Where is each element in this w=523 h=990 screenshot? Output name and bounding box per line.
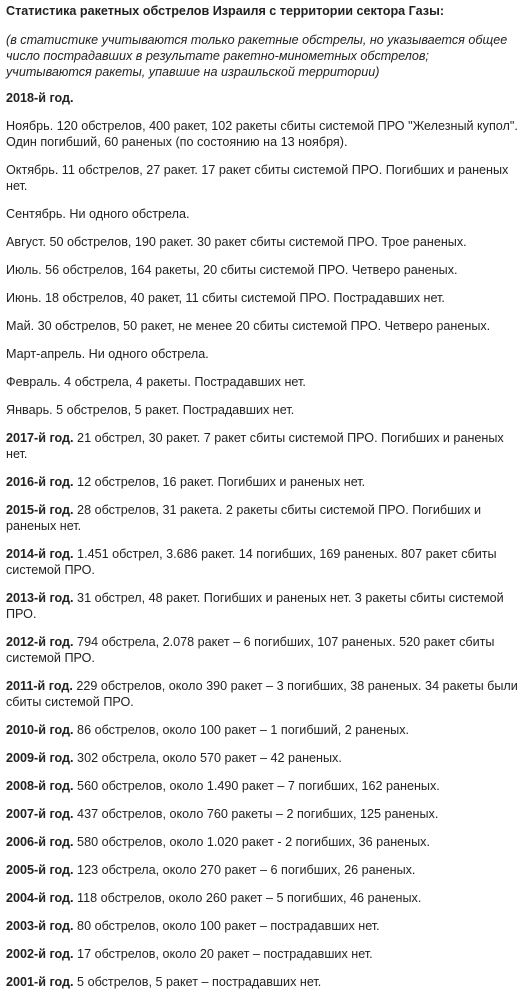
year-entry — [6, 806, 518, 822]
year-text: 229 обстрелов, около 390 ракет – 3 погибших, 38 раненых. 34 ракеты были сбиты системой ПРО. — [6, 679, 518, 709]
month-entry: Август. 50 обстрелов, 190 ракет. 30 ракет сбиты системой ПРО. Трое раненых. — [6, 235, 467, 249]
year-entry — [6, 722, 518, 738]
year-text: 560 обстрелов, около 1.490 ракет – 7 погибших, 162 раненых. — [73, 779, 440, 793]
year-label: 2007-й год. — [6, 807, 74, 821]
year-text: 123 обстрела, около 270 ракет – 6 погибших, 26 раненых. — [73, 863, 416, 877]
year-label: 2006-й год. — [6, 835, 74, 849]
month-entry: Февраль. 4 обстрела, 4 ракеты. Пострадавших нет. — [6, 375, 306, 389]
year-entry — [6, 862, 518, 878]
month-entry: Октябрь. 11 обстрелов, 27 ракет. 17 ракет сбиты системой ПРО. Погибших и раненых нет. — [6, 163, 509, 193]
month-entry: Июль. 56 обстрелов, 164 ракеты, 20 сбиты системой ПРО. Четверо раненых. — [6, 263, 458, 277]
month-entry: Ноябрь. 120 обстрелов, 400 ракет, 102 ракеты сбиты системой ПРО "Железный купол". Один погибший, 60 раненых (по состоянию на 13 ноября). — [6, 119, 518, 149]
month-entry: Май. 30 обстрелов, 50 ракет, не менее 20 сбиты системой ПРО. Четверо раненых. — [6, 319, 491, 333]
year-text: 12 обстрелов, 16 ракет. Погибших и раненых нет. — [73, 475, 366, 489]
year-text: 437 обстрелов, около 760 ракеты – 2 погибших, 125 раненых. — [73, 807, 439, 821]
year-label: 2015-й год. — [6, 503, 74, 517]
year-label: 2002-й год. — [6, 947, 74, 961]
year-entry — [6, 502, 518, 534]
year-entry — [6, 750, 518, 766]
year-label: 2005-й год. — [6, 863, 74, 877]
year-text: 80 обстрелов, около 100 ракет – пострадавших нет. — [73, 919, 380, 933]
year-entry — [6, 546, 518, 578]
year-label: 2017-й год. — [6, 431, 74, 445]
month-entry: Январь. 5 обстрелов, 5 ракет. Пострадавших нет. — [6, 403, 295, 417]
year-text: 17 обстрелов, около 20 ракет – пострадавших нет. — [73, 947, 373, 961]
year-entry — [6, 590, 518, 622]
year-entry — [6, 946, 518, 962]
year-text: 794 обстрела, 2.078 ракет – 6 погибших, 107 раненых. 520 ракет сбиты системой ПРО. — [6, 635, 495, 665]
year-entry — [6, 474, 518, 490]
year-label: 2012-й год. — [6, 635, 74, 649]
year-text: 5 обстрелов, 5 ракет – пострадавших нет. — [73, 975, 322, 989]
year-entry — [6, 430, 518, 462]
year-label: 2001-й год. — [6, 975, 74, 989]
year-text: 302 обстрела, около 570 ракет – 42 раненых. — [73, 751, 342, 765]
year-label: 2011-й год. — [6, 679, 73, 693]
month-entry: Сентябрь. Ни одного обстрела. — [6, 207, 190, 221]
year-text: 118 обстрелов, около 260 ракет – 5 погибших, 46 раненых. — [73, 891, 422, 905]
year-label: 2009-й год. — [6, 751, 74, 765]
methodology-note: (в статистике учитываются только ракетные обстрелы, но указывается общее число пострадавших в результате ракетно-минометных обстрелов; учитываются ракеты, упавшие на израильской территории) — [6, 33, 508, 79]
year-heading-2018: 2018-й год. — [6, 91, 74, 105]
month-entry: Март-апрель. Ни одного обстрела. — [6, 347, 209, 361]
year-text: 86 обстрелов, около 100 ракет – 1 погибший, 2 раненых. — [73, 723, 409, 737]
year-entry — [6, 974, 518, 990]
year-text: 28 обстрелов, 31 ракета. 2 ракеты сбиты системой ПРО. Погибших и раненых нет. — [6, 503, 482, 533]
year-entry — [6, 918, 518, 934]
year-entry — [6, 890, 518, 906]
year-text: 580 обстрелов, около 1.020 ракет - 2 погибших, 36 раненых. — [73, 835, 430, 849]
year-label: 2003-й год. — [6, 919, 74, 933]
year-entry — [6, 634, 518, 666]
year-label: 2008-й год. — [6, 779, 74, 793]
year-label: 2014-й год. — [6, 547, 74, 561]
year-label: 2016-й год. — [6, 475, 74, 489]
year-text: 31 обстрел, 48 ракет. Погибших и раненых нет. 3 ракеты сбиты системой ПРО. — [6, 591, 504, 621]
year-entry — [6, 834, 518, 850]
year-text: 1.451 обстрел, 3.686 ракет. 14 погибших, 169 раненых. 807 ракет сбиты системой ПРО. — [6, 547, 497, 577]
month-entry: Июнь. 18 обстрелов, 40 ракет, 11 сбиты системой ПРО. Пострадавших нет. — [6, 291, 445, 305]
entries — [6, 118, 518, 990]
year-entry — [6, 678, 518, 710]
year-label: 2010-й год. — [6, 723, 74, 737]
year-text: 21 обстрел, 30 ракет. 7 ракет сбиты системой ПРО. Погибших и раненых нет. — [6, 431, 504, 461]
document-title: Статистика ракетных обстрелов Израиля с территории сектора Газы: — [6, 4, 445, 18]
year-label: 2004-й год. — [6, 891, 74, 905]
year-entry — [6, 778, 518, 794]
year-label: 2013-й год. — [6, 591, 74, 605]
